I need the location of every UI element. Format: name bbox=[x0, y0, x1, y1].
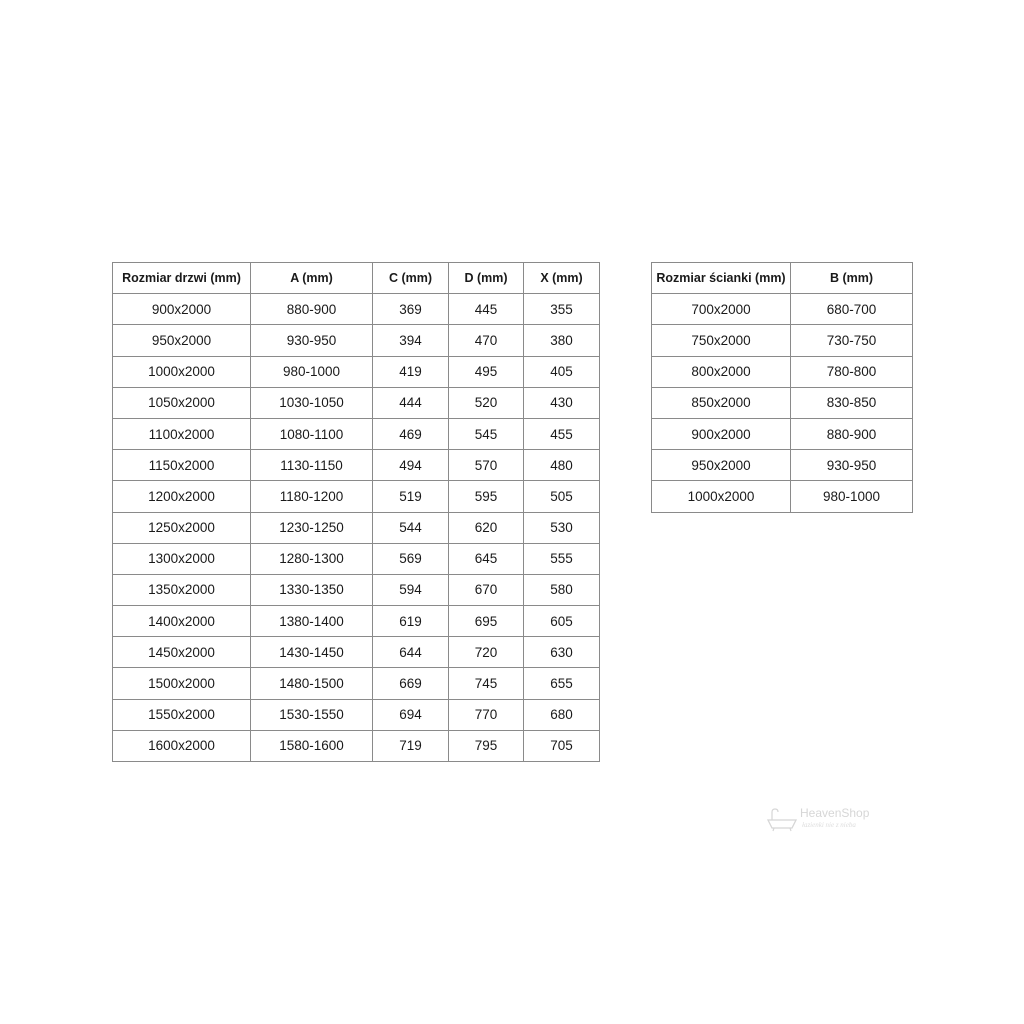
door-table-row bbox=[113, 387, 600, 418]
wall-table-cell: 900x2000 bbox=[652, 418, 791, 449]
door-table-cell: 595 bbox=[449, 481, 524, 512]
door-table-cell: 705 bbox=[524, 730, 600, 761]
door-table-cell: 645 bbox=[449, 543, 524, 574]
door-table-cell: 1130-1150 bbox=[251, 450, 373, 481]
door-table-cell: 1430-1450 bbox=[251, 637, 373, 668]
wall-table-cell: 750x2000 bbox=[652, 325, 791, 356]
door-table-cell: 419 bbox=[373, 356, 449, 387]
wall-table-cell: 850x2000 bbox=[652, 387, 791, 418]
wall-table-cell: 830-850 bbox=[791, 387, 913, 418]
door-table-cell: 1200x2000 bbox=[113, 481, 251, 512]
door-table-cell: 900x2000 bbox=[113, 294, 251, 325]
door-table-cell: 445 bbox=[449, 294, 524, 325]
door-table-cell: 880-900 bbox=[251, 294, 373, 325]
door-table-cell: 544 bbox=[373, 512, 449, 543]
door-table-cell: 680 bbox=[524, 699, 600, 730]
door-table-cell: 1280-1300 bbox=[251, 543, 373, 574]
door-table-cell: 669 bbox=[373, 668, 449, 699]
door-table-cell: 580 bbox=[524, 574, 600, 605]
wall-table-row bbox=[652, 387, 913, 418]
door-table-row bbox=[113, 512, 600, 543]
wall-table-cell: 930-950 bbox=[791, 450, 913, 481]
wall-table-row bbox=[652, 418, 913, 449]
wall-table-cell: 730-750 bbox=[791, 325, 913, 356]
door-table-header-row bbox=[113, 263, 600, 294]
door-table-cell: 569 bbox=[373, 543, 449, 574]
door-table-cell: 1500x2000 bbox=[113, 668, 251, 699]
door-table-cell: 444 bbox=[373, 387, 449, 418]
door-table-cell: 469 bbox=[373, 418, 449, 449]
door-table-cell: 1000x2000 bbox=[113, 356, 251, 387]
wall-table-row bbox=[652, 450, 913, 481]
door-table-cell: 555 bbox=[524, 543, 600, 574]
door-table-cell: 405 bbox=[524, 356, 600, 387]
wall-table-cell: 1000x2000 bbox=[652, 481, 791, 512]
wall-table-header-row bbox=[652, 263, 913, 294]
door-header-size: Rozmiar drzwi (mm) bbox=[113, 263, 251, 294]
door-table-cell: 1350x2000 bbox=[113, 574, 251, 605]
door-table-cell: 505 bbox=[524, 481, 600, 512]
wall-header-size: Rozmiar ścianki (mm) bbox=[652, 263, 791, 294]
door-table-cell: 1100x2000 bbox=[113, 418, 251, 449]
door-table-row bbox=[113, 294, 600, 325]
door-table-cell: 355 bbox=[524, 294, 600, 325]
door-table-cell: 519 bbox=[373, 481, 449, 512]
door-table-cell: 1050x2000 bbox=[113, 387, 251, 418]
door-table-row bbox=[113, 574, 600, 605]
door-table-cell: 630 bbox=[524, 637, 600, 668]
door-table-cell: 605 bbox=[524, 606, 600, 637]
door-table-cell: 1550x2000 bbox=[113, 699, 251, 730]
door-table-cell: 930-950 bbox=[251, 325, 373, 356]
wall-table-cell: 980-1000 bbox=[791, 481, 913, 512]
door-table-cell: 745 bbox=[449, 668, 524, 699]
door-table-row bbox=[113, 325, 600, 356]
door-header-a: A (mm) bbox=[251, 263, 373, 294]
watermark-tagline: łazienki nie z nieba bbox=[802, 821, 856, 829]
wall-table-cell: 950x2000 bbox=[652, 450, 791, 481]
door-table-row bbox=[113, 356, 600, 387]
door-table-cell: 770 bbox=[449, 699, 524, 730]
door-table-row bbox=[113, 481, 600, 512]
wall-table-row bbox=[652, 294, 913, 325]
door-table-cell: 1250x2000 bbox=[113, 512, 251, 543]
door-header-x: X (mm) bbox=[524, 263, 600, 294]
door-table-row bbox=[113, 637, 600, 668]
wall-table-cell: 680-700 bbox=[791, 294, 913, 325]
door-table-cell: 520 bbox=[449, 387, 524, 418]
door-table-cell: 1030-1050 bbox=[251, 387, 373, 418]
door-table-row bbox=[113, 606, 600, 637]
door-table-cell: 380 bbox=[524, 325, 600, 356]
door-table-cell: 455 bbox=[524, 418, 600, 449]
door-table-cell: 1180-1200 bbox=[251, 481, 373, 512]
door-table-cell: 720 bbox=[449, 637, 524, 668]
door-table-cell: 480 bbox=[524, 450, 600, 481]
door-table-cell: 980-1000 bbox=[251, 356, 373, 387]
door-table-cell: 1530-1550 bbox=[251, 699, 373, 730]
door-table-row bbox=[113, 699, 600, 730]
door-table-row bbox=[113, 543, 600, 574]
wall-table-row bbox=[652, 481, 913, 512]
door-header-c: C (mm) bbox=[373, 263, 449, 294]
door-table-row bbox=[113, 418, 600, 449]
door-table-cell: 1230-1250 bbox=[251, 512, 373, 543]
door-table-cell: 694 bbox=[373, 699, 449, 730]
door-table-cell: 570 bbox=[449, 450, 524, 481]
door-table-cell: 594 bbox=[373, 574, 449, 605]
wall-table-cell: 780-800 bbox=[791, 356, 913, 387]
wall-table-cell: 700x2000 bbox=[652, 294, 791, 325]
watermark-name: HeavenShop bbox=[800, 806, 870, 820]
wall-table-cell: 880-900 bbox=[791, 418, 913, 449]
door-table-cell: 1450x2000 bbox=[113, 637, 251, 668]
door-table-cell: 1080-1100 bbox=[251, 418, 373, 449]
heavenshop-watermark bbox=[766, 804, 886, 834]
door-table-cell: 795 bbox=[449, 730, 524, 761]
door-table-cell: 620 bbox=[449, 512, 524, 543]
door-table-cell: 1150x2000 bbox=[113, 450, 251, 481]
wall-size-table bbox=[651, 262, 913, 513]
wall-header-b: B (mm) bbox=[791, 263, 913, 294]
wall-table-row bbox=[652, 325, 913, 356]
door-table-row bbox=[113, 450, 600, 481]
door-table-cell: 1600x2000 bbox=[113, 730, 251, 761]
door-table-row bbox=[113, 668, 600, 699]
door-table-cell: 1330-1350 bbox=[251, 574, 373, 605]
door-table-cell: 950x2000 bbox=[113, 325, 251, 356]
door-size-table bbox=[112, 262, 600, 762]
door-table-body bbox=[113, 294, 600, 762]
door-header-d: D (mm) bbox=[449, 263, 524, 294]
door-table-cell: 530 bbox=[524, 512, 600, 543]
door-table-cell: 1480-1500 bbox=[251, 668, 373, 699]
door-table-cell: 655 bbox=[524, 668, 600, 699]
door-table-cell: 470 bbox=[449, 325, 524, 356]
door-table-cell: 545 bbox=[449, 418, 524, 449]
door-table-cell: 1580-1600 bbox=[251, 730, 373, 761]
door-table-cell: 695 bbox=[449, 606, 524, 637]
door-table-cell: 1380-1400 bbox=[251, 606, 373, 637]
door-table-cell: 1400x2000 bbox=[113, 606, 251, 637]
wall-table-row bbox=[652, 356, 913, 387]
door-table-cell: 719 bbox=[373, 730, 449, 761]
door-table-cell: 495 bbox=[449, 356, 524, 387]
door-table-cell: 619 bbox=[373, 606, 449, 637]
door-table-cell: 430 bbox=[524, 387, 600, 418]
door-table-cell: 1300x2000 bbox=[113, 543, 251, 574]
door-table-cell: 644 bbox=[373, 637, 449, 668]
wall-table-cell: 800x2000 bbox=[652, 356, 791, 387]
bathtub-icon bbox=[766, 806, 798, 832]
door-table-cell: 394 bbox=[373, 325, 449, 356]
door-table-cell: 369 bbox=[373, 294, 449, 325]
wall-table-body bbox=[652, 294, 913, 512]
door-table-row bbox=[113, 730, 600, 761]
door-table-cell: 494 bbox=[373, 450, 449, 481]
door-table-cell: 670 bbox=[449, 574, 524, 605]
